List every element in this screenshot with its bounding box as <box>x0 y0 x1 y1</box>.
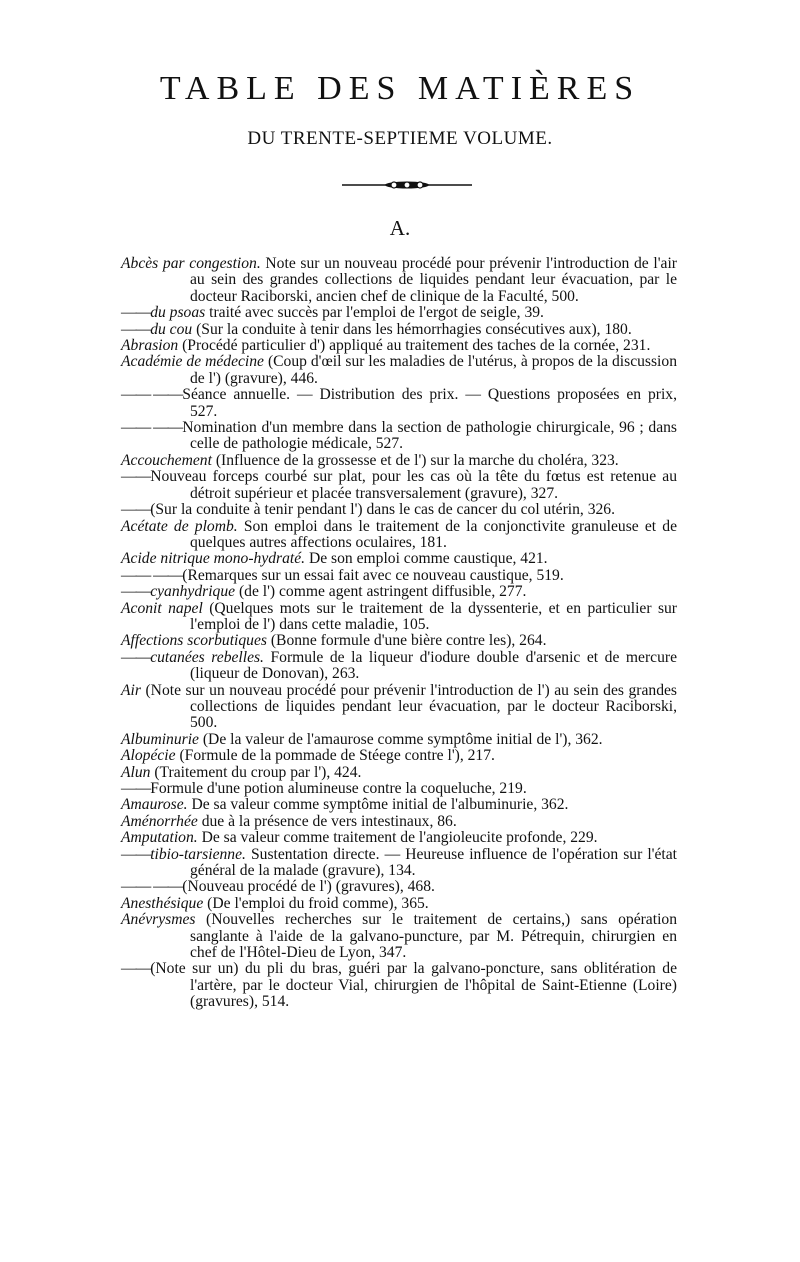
index-entry <box>121 354 677 387</box>
entry-heading: du psoas <box>150 304 206 322</box>
entry-body: due à la présence de vers intestinaux, 86. <box>197 812 457 830</box>
index-entry <box>121 650 677 683</box>
entry-body: Note sur un nouveau procédé pour prévenir l'introduction de l'air au sein des grandes collections de liquides pendant leur évacuation, par le docteur Raciborski, ancien chef de clinique de la Faculté, 500. <box>190 255 677 305</box>
entry-dash: —— <box>121 501 151 519</box>
entry-body: De sa valeur comme symptôme initial de l'albuminurie, 362. <box>187 796 569 814</box>
entry-body: (Coup d'œil sur les maladies de l'utérus, à propos de la discussion de l') (gravure), 446. <box>190 353 677 387</box>
entry-dash: —— <box>121 320 151 338</box>
entry-heading: Alun <box>121 763 151 781</box>
entry-body: (De la valeur de l'amaurose comme symptôme initial de l'), 362. <box>198 730 603 748</box>
index-entry <box>121 305 677 321</box>
index-entry <box>121 601 677 634</box>
entry-dash: —— <box>121 845 151 863</box>
index-entry <box>121 633 677 649</box>
index-entry <box>121 568 677 584</box>
entry-heading: Air <box>121 681 141 699</box>
index-entry <box>121 912 677 961</box>
entry-body: Nomination d'un membre dans la section de pathologie chirurgicale, 96 ; dans celle de pathologie médicale, 527. <box>182 419 677 453</box>
entry-heading: Accouchement <box>121 451 212 469</box>
entry-dash: —— <box>121 960 151 978</box>
entry-body: (De l'emploi du froid comme), 365. <box>203 894 429 912</box>
entry-body: Nouveau forceps courbé sur plat, pour les cas où la tête du fœtus est retenue au détroit supérieur et placée transversalement (gravure), 327. <box>150 468 677 502</box>
index-entry <box>121 387 677 420</box>
entry-body: (Remarques sur un essai fait avec ce nouveau caustique, 519. <box>182 566 564 584</box>
entry-body: (Formule de la pommade de Stéege contre l'), 217. <box>175 747 495 765</box>
entry-dash: —— <box>121 304 151 322</box>
entry-body: (Nouveau procédé de l') (gravures), 468. <box>182 878 435 896</box>
entry-dash: —— —— <box>121 878 183 896</box>
entry-body: (Traitement du croup par l'), 424. <box>150 763 362 781</box>
index-entries <box>121 256 677 1011</box>
entry-heading: Aménorrhée <box>121 812 198 830</box>
index-entry <box>121 469 677 502</box>
entry-body: Sustentation directe. — Heureuse influence de l'opération sur l'état général de la malade (gravure), 134. <box>190 845 677 880</box>
entry-dash: —— <box>121 780 151 797</box>
index-entry <box>121 961 677 1010</box>
entry-heading: Amputation. <box>121 829 198 847</box>
index-entry <box>121 732 677 748</box>
index-entry <box>121 814 677 830</box>
entry-heading: cyanhydrique <box>150 583 236 601</box>
index-entry <box>121 683 677 732</box>
entry-body: (Sur la conduite à tenir pendant l') dans le cas de cancer du col utérin, 326. <box>150 501 616 519</box>
entry-heading: Académie de médecine <box>121 353 264 371</box>
entry-heading: Albuminurie <box>121 730 199 748</box>
entry-heading: Amaurose. <box>121 796 188 814</box>
entry-heading: Alopécie <box>121 747 176 765</box>
entry-heading: Anesthésique <box>121 894 204 912</box>
entry-body: Formule d'une potion alumineuse contre la coqueluche, 219. <box>150 780 527 797</box>
index-entry <box>121 748 677 764</box>
entry-heading: Acétate de plomb. <box>121 517 238 535</box>
index-entry <box>121 256 677 305</box>
index-entry <box>121 879 677 895</box>
index-entry <box>121 519 677 552</box>
entry-body: Son emploi dans le traitement de la conjonctivite granuleuse et de quelques autres affections oculaires, 181. <box>190 517 677 551</box>
entry-dash: —— —— <box>121 419 183 437</box>
entry-body: (Procédé particulier d') appliqué au traitement des taches de la cornée, 231. <box>178 337 651 355</box>
entry-dash: —— <box>121 583 151 601</box>
entry-heading: Acide nitrique mono-hydraté. <box>121 550 306 568</box>
index-entry <box>121 847 677 880</box>
entry-dash: —— —— <box>121 386 183 404</box>
index-entry <box>121 584 677 600</box>
index-entry <box>121 830 677 846</box>
entry-body: traité avec succès par l'emploi de l'ergot de seigle, 39. <box>205 304 544 322</box>
index-entry <box>121 797 677 813</box>
index-entry <box>121 551 677 567</box>
index-entry <box>121 896 677 912</box>
entry-body: (de l') comme agent astringent diffusible, 277. <box>235 583 527 601</box>
entry-heading: Abcès par congestion. <box>121 255 261 272</box>
entry-body: (Influence de la grossesse et de l') sur la marche du choléra, 323. <box>211 451 619 469</box>
entry-body: (Bonne formule d'une bière contre les), 264. <box>266 632 547 650</box>
index-entry <box>121 420 677 453</box>
index-entry <box>121 338 677 354</box>
page-title: TABLE DES MATIÈRES <box>159 70 641 107</box>
entry-body: (Sur la conduite à tenir dans les hémorrhagies consécutives aux), 180. <box>192 320 632 338</box>
entry-heading: tibio-tarsienne. <box>150 845 246 863</box>
ornament-divider-icon <box>342 180 472 190</box>
entry-dash: —— —— <box>121 566 183 584</box>
index-entry <box>121 322 677 338</box>
entry-heading: Abrasion <box>121 337 179 355</box>
page-subtitle: DU TRENTE-SEPTIEME VOLUME. <box>247 128 553 149</box>
entry-heading: du cou <box>150 320 193 338</box>
entry-body: (Quelques mots sur le traitement de la dyssenterie, et en particulier sur l'emploi de l') dans cette maladie, 105. <box>190 599 677 633</box>
entry-heading: Affections scorbutiques <box>121 632 267 650</box>
entry-dash: —— <box>121 468 151 486</box>
entry-body: De sa valeur comme traitement de l'angioleucite profonde, 229. <box>197 829 598 847</box>
entry-body: (Note sur un) du pli du bras, guéri par la galvano-poncture, sans oblitération de l'artère, par le docteur Vial, chirurgien de l'hôpital de Saint-Etienne (Loire) (gravures), 514. <box>150 960 677 1011</box>
index-entry <box>121 502 677 518</box>
index-entry <box>121 453 677 469</box>
entry-dash: —— <box>121 648 151 666</box>
entry-body: Formule de la liqueur d'iodure double d'arsenic et de mercure (liqueur de Donovan), 263. <box>190 648 677 683</box>
entry-body: De son emploi comme caustique, 421. <box>305 550 548 568</box>
entry-body: (Note sur un nouveau procédé pour prévenir l'introduction de l') au sein des grandes collections de liquides pendant leur évacuation, par le docteur Raciborski, 500. <box>140 681 677 732</box>
entry-heading: Anévrysmes <box>121 911 196 929</box>
index-entry <box>121 781 677 797</box>
section-letter: A. <box>389 216 411 240</box>
entry-heading: cutanées rebelles. <box>150 648 264 666</box>
index-entry <box>121 765 677 781</box>
entry-body: (Nouvelles recherches sur le traitement de certains,) sans opération sanglante à l'aide de la galvano-puncture, par M. Pétrequin, chirurgien en chef de l'Hôtel-Dieu de Lyon, 347. <box>190 911 677 962</box>
entry-body: Séance annuelle. — Distribution des prix. — Questions proposées en prix, 527. <box>182 386 677 420</box>
entry-heading: Aconit napel <box>121 599 203 617</box>
